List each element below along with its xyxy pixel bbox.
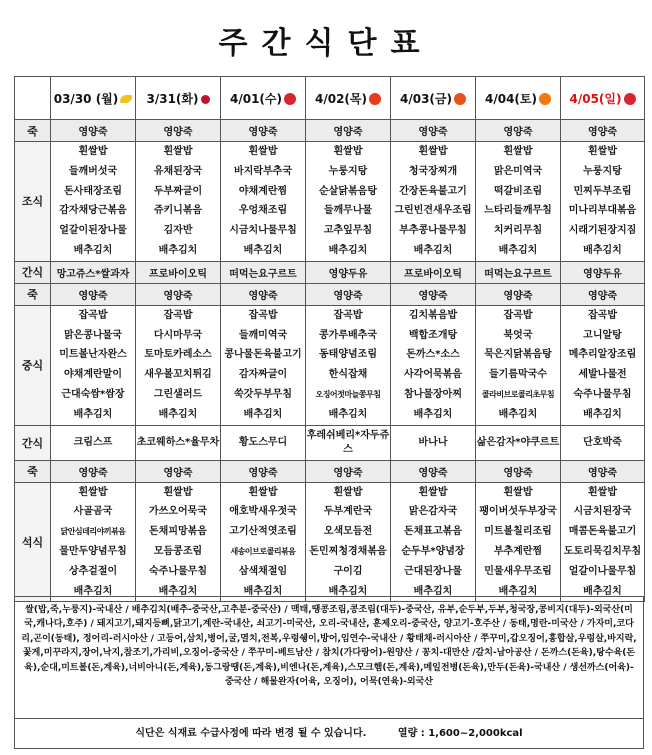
meal-item: 배추김치	[583, 244, 622, 256]
meal-item: 들기름막국수	[489, 369, 547, 381]
meal-item: 맑은콩나물국	[64, 329, 122, 341]
meal-item: 들깨무나물	[323, 205, 373, 217]
meal-item: 순두부*양념장	[401, 545, 465, 557]
meal-item: 콩가루배추국	[319, 329, 377, 341]
meal-item: 잡곡밥	[333, 309, 363, 321]
meal-item: 다시마무국	[153, 329, 203, 341]
meal-item: 새송이브로콜리볶음	[230, 546, 296, 556]
day-header	[561, 77, 645, 120]
day-date: 3/31(화)	[146, 91, 199, 106]
day-header	[221, 77, 306, 120]
meal-item: 청국장찌개	[408, 165, 458, 177]
menu-cell: 영양죽	[136, 120, 221, 142]
porridge-row	[15, 283, 645, 305]
meal-cell	[221, 305, 306, 425]
row-label: 죽	[15, 283, 51, 305]
meal-item: 돈민찌청경채볶음	[309, 545, 387, 557]
meal-item: 오색모듬전	[323, 526, 373, 538]
meal-item: 콜라비브로콜리초무침	[481, 389, 555, 399]
calorie-info: 열량 : 1,600~2,000kcal	[397, 728, 523, 739]
meal-item: 배추김치	[328, 585, 368, 597]
menu-cell: 황도스무디	[221, 425, 306, 460]
meal-item: 시금치된장국	[573, 506, 632, 518]
meal-item: 닭안심데리야끼볶음	[60, 527, 126, 537]
row-label: 중식	[15, 305, 51, 425]
meal-item: 애호박새우젓국	[229, 506, 297, 518]
meal-item: 팽이버섯두부장국	[479, 506, 557, 518]
meal-item: 느타리들깨무침	[484, 205, 552, 217]
row-label: 간식	[15, 261, 51, 283]
meal-item: 미나리부대볶음	[568, 205, 637, 217]
meal-item: 배추김치	[73, 408, 113, 420]
meal-item: 묵은지닭볶음탕	[484, 349, 552, 361]
meal-item: 흰쌀밥	[78, 486, 108, 498]
row-label: 죽	[15, 460, 51, 482]
meal-item: 고니알탕	[583, 329, 622, 341]
meal-item: 잡곡밥	[588, 309, 617, 321]
meal-item: 숙주나물무침	[573, 388, 632, 400]
meal-cell	[306, 305, 391, 425]
menu-cell: 영양죽	[391, 460, 476, 482]
cherry-icon	[201, 95, 210, 104]
meal-item: 감자채당근볶음	[59, 205, 127, 217]
meal-item: 배추김치	[413, 585, 453, 597]
meal-item: 근대숙쌈*쌈장	[61, 388, 125, 400]
menu-cell: 영양죽	[561, 460, 645, 482]
meal-item: 쥬키니볶음	[153, 205, 203, 217]
meal-item: 누룽지탕	[583, 165, 622, 177]
menu-body	[15, 77, 645, 602]
porridge-row	[15, 120, 645, 142]
menu-cell: 영양죽	[51, 120, 136, 142]
menu-cell: 크림스프	[51, 425, 136, 460]
meal-item: 모듬콩조림	[153, 545, 203, 557]
meal-item: 맑은미역국	[493, 165, 543, 177]
meal-item: 흰쌀밥	[163, 146, 193, 157]
meal-item: 토마토카레소스	[144, 349, 212, 361]
weekly-menu-table	[14, 76, 645, 602]
meal-item: 고기산적엿조림	[229, 526, 297, 538]
meal-cell	[136, 142, 221, 262]
meal-cell	[51, 482, 136, 602]
menu-cell: 영양죽	[476, 283, 561, 305]
meal-item: 미트볼칠리조림	[484, 526, 552, 538]
meal-item: 시금치나물무침	[229, 225, 297, 237]
meal-item: 배추김치	[158, 244, 198, 256]
menu-cell: 떠먹는요구르트	[476, 261, 561, 283]
menu-cell: 영양죽	[221, 120, 306, 142]
meal-item: 물만두양념무침	[59, 545, 127, 557]
row-label: 석식	[15, 482, 51, 602]
menu-cell: 영양죽	[136, 283, 221, 305]
meal-item: 가쓰오어묵국	[149, 506, 207, 518]
meal-item: 상추겉절이	[68, 565, 118, 577]
meal-item: 배추김치	[243, 244, 283, 256]
meal-item: 고추잎무침	[323, 225, 373, 237]
meal-item: 돈채피망볶음	[149, 526, 207, 538]
meal-item: 세발나물전	[578, 369, 627, 381]
meal-item: 흰쌀밥	[163, 486, 193, 498]
day-date: 4/01(수)	[230, 91, 282, 106]
meal-item: 매콤돈육불고기	[568, 526, 637, 538]
row-label: 죽	[15, 120, 51, 142]
meal-item: 숙주나물무침	[149, 565, 207, 577]
row-label: 간식	[15, 425, 51, 460]
tomato-icon	[454, 93, 466, 105]
meal-item: 배추김치	[328, 244, 368, 256]
meal-item: 새우볼꼬치튀김	[144, 369, 212, 381]
meal-cell	[476, 305, 561, 425]
meal-item: 배추김치	[583, 585, 622, 597]
strawberry-icon	[284, 93, 296, 105]
meal-item: 동태양념조림	[319, 349, 377, 361]
meal-item: 배추김치	[413, 244, 453, 256]
menu-cell: 영양죽	[306, 283, 391, 305]
origin-info: 쌀(밥,죽,누룽지)-국내산 / 배추김치(배추-중국산,고추분-중국산) / 맥태,땡콩조림,콩조림(대두)-중국산, 유부,순두부,두부,청국장,콩비지(대두)-외국산(미국,캐나다,호주) / 돼지고기,돼지등뼈,닭고기,계란-국내산, 쇠고기-미국산, 오리-국내산, 훈제오리-중국산, 양고기-호주산 / 동태,명란-미국산 / 가자미,코다리,곤이(동태), 정어리-러시아산 / 고등어,삼치,병어,굴,멸치,전복,우렁쉥이,방어,임연수-국내산 / 황태채-러시아산 / 쭈꾸미,갑오징어,홍합살,우렁살,바지락,꽃게,미꾸라지,장어,낙지,참조기,가리비,오징어-중국산 / 쭈꾸미-베트남산 / 참치(가다랑어)-원양산 / 꽁치-대만산 /갈치-남아공산 / 돈까스(돈육),탕수육(돈육),순대,미트볼(돈,계육),너비아니(돈,계육),동그랑땡(돈,계육),비엔나(돈,계육),스모크햄(돈,계육),메일전병(돈육),만두(돈육)-국내산 / 생선까스(어육)-중국산 / 해물완자(어육, 오징어), 어묵(연육)-외국산	[14, 596, 644, 719]
meal-item: 구이김	[333, 565, 363, 577]
meal-cell	[51, 305, 136, 425]
meal-item: 배추김치	[73, 585, 113, 597]
menu-cell: 후레쉬베리*자두쥬스	[306, 425, 391, 460]
meal-item: 흰쌀밥	[418, 146, 448, 157]
menu-cell: 영양죽	[476, 460, 561, 482]
meal-cell	[476, 482, 561, 602]
meal-item: 북엇국	[503, 329, 533, 341]
meal-item: 배추김치	[498, 408, 538, 420]
day-header	[136, 77, 221, 120]
menu-cell: 떠먹는요구르트	[221, 261, 306, 283]
meal-item: 야채계란말이	[64, 369, 122, 381]
meal-item: 돈채표고볶음	[404, 526, 462, 538]
meal-item: 배추김치	[158, 408, 198, 420]
dinner-row	[15, 482, 645, 602]
menu-cell: 영양죽	[221, 460, 306, 482]
meal-item: 도토리묵김치무침	[563, 545, 642, 557]
meal-cell	[306, 482, 391, 602]
meal-item: 배추김치	[243, 408, 283, 420]
menu-cell: 초코웨하스*율무차	[136, 425, 221, 460]
meal-item: 유채된장국	[153, 165, 203, 177]
menu-cell: 단호박죽	[561, 425, 645, 460]
meal-item: 배추김치	[498, 585, 538, 597]
meal-cell	[136, 482, 221, 602]
menu-cell: 영양죽	[51, 283, 136, 305]
menu-cell: 영양죽	[51, 460, 136, 482]
meal-item: 삼색채절임	[238, 565, 288, 577]
snack_pm-row	[15, 425, 645, 460]
meal-item: 흰쌀밥	[503, 486, 533, 498]
meal-cell	[391, 305, 476, 425]
meal-item: 얼갈이된장나물	[59, 225, 127, 237]
meal-item: 잡곡밥	[78, 309, 108, 321]
meal-cell	[476, 142, 561, 262]
day-date: 03/30 (월)	[53, 91, 119, 106]
meal-item: 김치볶음밥	[408, 309, 458, 321]
meal-item: 맑은감자국	[408, 506, 458, 518]
meal-item: 들깨미역국	[238, 329, 288, 341]
meal-item: 사각어묵볶음	[404, 369, 462, 381]
meal-item: 그린빈견새우조림	[394, 205, 472, 217]
apple-icon	[369, 93, 381, 105]
lunch-row	[15, 305, 645, 425]
meal-item: 흰쌀밥	[588, 146, 617, 157]
meal-item: 그린샐러드	[153, 388, 203, 400]
meal-item: 흰쌀밥	[503, 146, 533, 157]
meal-item: 배추김치	[73, 244, 113, 256]
meal-cell	[561, 142, 645, 262]
corner-cell	[15, 77, 51, 120]
menu-cell: 영양죽	[221, 283, 306, 305]
menu-cell: 프로바이오틱	[391, 261, 476, 283]
meal-item: 사골곰국	[73, 506, 113, 518]
menu-cell: 영양죽	[391, 283, 476, 305]
day-header	[476, 77, 561, 120]
meal-item: 흰쌀밥	[248, 146, 278, 157]
meal-item: 누룽지탕	[328, 165, 368, 177]
row-label: 조식	[15, 142, 51, 262]
day-header	[306, 77, 391, 120]
meal-item: 치커리무침	[493, 225, 543, 237]
meal-item: 흰쌀밥	[418, 486, 448, 498]
meal-item: 민찌두부조림	[573, 185, 632, 197]
footer-note	[14, 719, 644, 749]
meal-item: 흰쌀밥	[78, 146, 108, 157]
meal-item: 근대된장나물	[404, 565, 462, 577]
meal-item: 간장돈육불고기	[399, 185, 467, 197]
menu-cell: 영양죽	[306, 120, 391, 142]
meal-item: 배추김치	[328, 408, 368, 420]
menu-cell: 영양죽	[306, 460, 391, 482]
meal-item: 백합조개탕	[408, 329, 458, 341]
meal-item: 한식잡채	[328, 369, 368, 381]
menu-cell: 영양죽	[561, 120, 645, 142]
menu-cell: 영양죽	[561, 283, 645, 305]
meal-cell	[561, 305, 645, 425]
meal-item: 흰쌀밥	[248, 486, 278, 498]
menu-cell: 바나나	[391, 425, 476, 460]
meal-cell	[391, 142, 476, 262]
menu-cell: 영양죽	[391, 120, 476, 142]
meal-item: 두부계란국	[323, 506, 373, 518]
meal-item: 미트볼난자완스	[59, 349, 127, 361]
meal-item: 감자짜글이	[238, 369, 288, 381]
meal-cell	[391, 482, 476, 602]
meal-item: 부추계란찜	[493, 545, 543, 557]
porridge-row	[15, 460, 645, 482]
meal-cell	[306, 142, 391, 262]
meal-item: 잡곡밥	[163, 309, 193, 321]
change-notice: 식단은 식재료 수급사정에 따라 변경 될 수 있습니다.	[135, 728, 367, 739]
meal-item: 돈까스*소스	[406, 349, 460, 361]
meal-item: 쑥갓두부무침	[234, 388, 292, 400]
strawberry-icon	[624, 93, 636, 105]
meal-item: 참나물장아찌	[404, 388, 462, 400]
meal-item: 잡곡밥	[503, 309, 533, 321]
meal-cell	[221, 482, 306, 602]
meal-item: 잡곡밥	[248, 309, 278, 321]
day-date: 4/04(토)	[485, 91, 537, 106]
meal-item: 민물새우무조림	[484, 565, 552, 577]
meal-item: 들깨버섯국	[68, 165, 118, 177]
meal-item: 배추김치	[583, 408, 622, 420]
meal-item: 바지락부추국	[234, 165, 292, 177]
page-title: 주간식단표	[218, 26, 434, 61]
day-header	[391, 77, 476, 120]
meal-item: 시래기된장지짐	[568, 225, 637, 237]
persimmon-icon	[539, 93, 551, 105]
meal-item: 배추김치	[158, 585, 198, 597]
meal-cell	[221, 142, 306, 262]
meal-item: 콩나물돈육불고기	[224, 349, 302, 361]
day-date: 4/02(목)	[315, 91, 367, 106]
menu-cell: 망고쥬스*쌀과자	[51, 261, 136, 283]
header-row	[15, 77, 645, 120]
menu-cell: 영양두유	[561, 261, 645, 283]
meal-item: 흰쌀밥	[588, 486, 617, 498]
day-date: 4/03(금)	[400, 91, 452, 106]
breakfast-row	[15, 142, 645, 262]
menu-cell: 프로바이오틱	[136, 261, 221, 283]
meal-item: 메추리알장조림	[568, 349, 637, 361]
banana-icon	[120, 95, 132, 103]
meal-item: 순살닭볶음탕	[319, 185, 377, 197]
meal-item: 김자반	[163, 225, 193, 237]
meal-cell	[561, 482, 645, 602]
meal-item: 흰쌀밥	[333, 146, 363, 157]
meal-item: 배추김치	[243, 585, 283, 597]
meal-item: 돈사태장조림	[64, 185, 122, 197]
snack_am-row	[15, 261, 645, 283]
meal-cell	[136, 305, 221, 425]
menu-cell: 영양두유	[306, 261, 391, 283]
menu-cell: 삶은감자*야쿠르트	[476, 425, 561, 460]
menu-cell: 영양죽	[476, 120, 561, 142]
meal-item: 배추김치	[413, 408, 453, 420]
meal-item: 배추김치	[498, 244, 538, 256]
meal-item: 두부짜글이	[153, 185, 203, 197]
day-date: 4/05(일)	[569, 91, 622, 106]
meal-item: 오징어젓마늘쫑무침	[315, 389, 381, 399]
meal-item: 떡갈비조림	[493, 185, 543, 197]
meal-cell	[51, 142, 136, 262]
meal-item: 부추콩나물무침	[399, 225, 467, 237]
menu-cell: 영양죽	[136, 460, 221, 482]
meal-item: 야채계란찜	[238, 185, 288, 197]
meal-item: 얼갈이나물무침	[568, 565, 637, 577]
meal-item: 우엉채조림	[238, 205, 288, 217]
meal-item: 흰쌀밥	[333, 486, 363, 498]
day-header	[51, 77, 136, 120]
